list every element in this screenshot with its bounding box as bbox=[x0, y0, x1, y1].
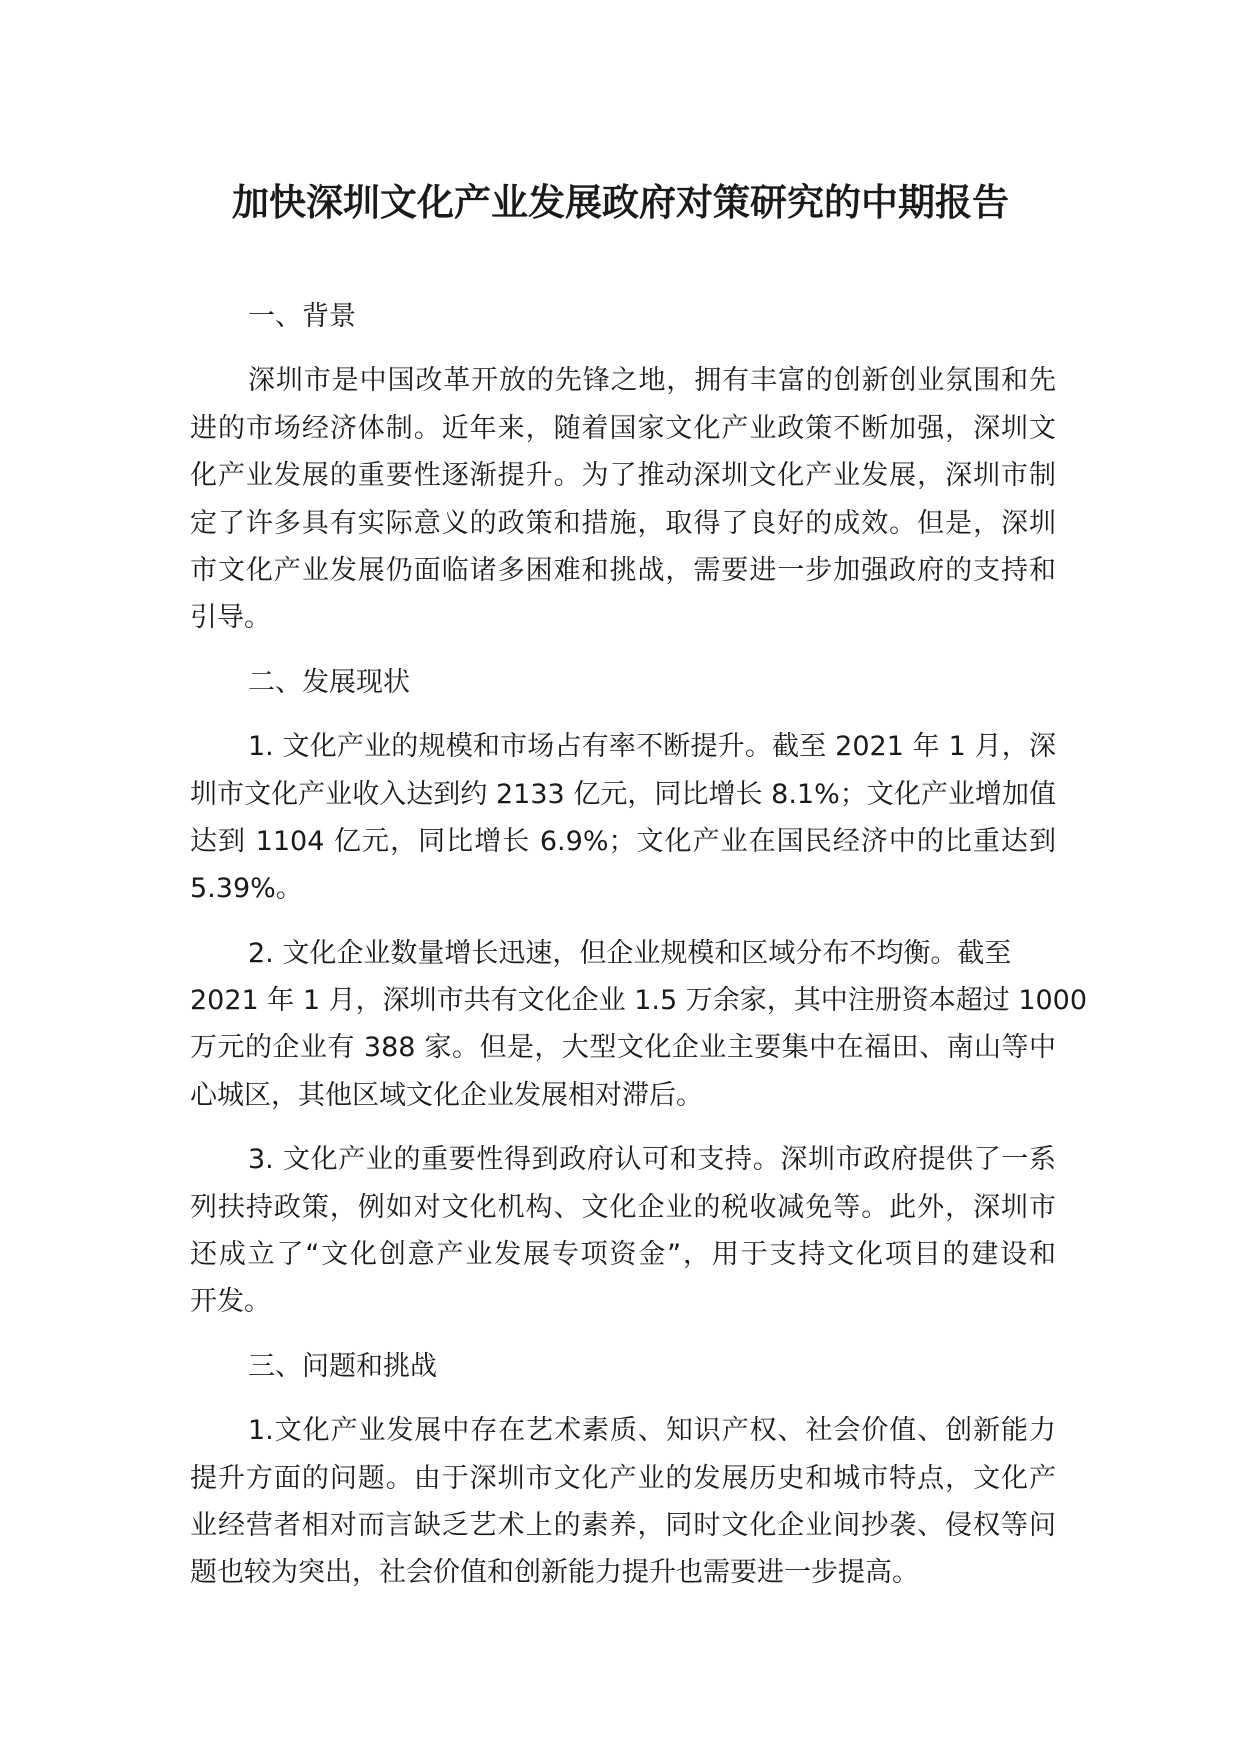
paragraph-line: 深圳市是中国改革开放的先锋之地，拥有丰富的创新创业氛围和先 bbox=[248, 365, 1056, 397]
paragraph-line: 市文化产业发展仍面临诸多困难和挑战，需要进一步加强政府的支持和 bbox=[190, 554, 1056, 586]
paragraph-line: 达到 1104 亿元，同比增长 6.9%；文化产业在国民经济中的比重达到 bbox=[190, 825, 1056, 857]
paragraph-line: 2021 年 1 月，深圳市共有文化企业 1.5 万余家，其中注册资本超过 1000 bbox=[190, 985, 1088, 1017]
paragraph-line: 开发。 bbox=[190, 1286, 271, 1318]
document-title: 加快深圳文化产业发展政府对策研究的中期报告 bbox=[232, 181, 1009, 224]
paragraph-line: 圳市文化产业收入达到约 2133 亿元，同比增长 8.1%；文化产业增加值 bbox=[190, 778, 1056, 810]
paragraph-line: 进的市场经济体制。近年来，随着国家文化产业政策不断加强，深圳文 bbox=[190, 412, 1056, 444]
paragraph-line: 心城区，其他区域文化企业发展相对滞后。 bbox=[190, 1079, 703, 1111]
paragraph-line: 列扶持政策，例如对文化机构、文化企业的税收减免等。此外，深圳市 bbox=[190, 1191, 1056, 1223]
paragraph-line: 引导。 bbox=[190, 602, 271, 634]
paragraph bbox=[190, 723, 1056, 913]
paragraph bbox=[190, 357, 1056, 641]
document-body bbox=[190, 293, 1088, 1614]
section-heading-text: 二、发展现状 bbox=[248, 666, 410, 698]
section-heading bbox=[190, 293, 1056, 340]
paragraph-line: 提升方面的问题。由于深圳市文化产业的发展历史和城市特点，文化产 bbox=[190, 1462, 1056, 1494]
paragraph bbox=[190, 1136, 1056, 1326]
paragraph-line: 1. 文化产业的规模和市场占有率不断提升。截至 2021 年 1 月，深 bbox=[248, 731, 1056, 763]
paragraph bbox=[190, 930, 1088, 1120]
paragraph-line: 定了许多具有实际意义的政策和措施，取得了良好的成效。但是，深圳 bbox=[190, 507, 1056, 539]
paragraph bbox=[190, 1407, 1056, 1597]
paragraph-line: 万元的企业有 388 家。但是，大型文化企业主要集中在福田、南山等中 bbox=[190, 1032, 1056, 1064]
section-heading bbox=[190, 1343, 1056, 1390]
section-heading-text: 三、问题和挑战 bbox=[248, 1350, 437, 1382]
section-heading bbox=[190, 659, 1056, 706]
paragraph-line: 题也较为突出，社会价值和创新能力提升也需要进一步提高。 bbox=[190, 1557, 919, 1589]
paragraph-line: 业经营者相对而言缺乏艺术上的素养，同时文化企业间抄袭、侵权等问 bbox=[190, 1509, 1056, 1541]
paragraph-line: 1.文化产业发展中存在艺术素质、知识产权、社会价值、创新能力 bbox=[248, 1415, 1056, 1447]
paragraph-line: 3. 文化产业的重要性得到政府认可和支持。深圳市政府提供了一系 bbox=[248, 1144, 1056, 1176]
paragraph-line: 2. 文化企业数量增长迅速，但企业规模和区域分布不均衡。截至 bbox=[248, 937, 1012, 969]
paragraph-line: 化产业发展的重要性逐渐提升。为了推动深圳文化产业发展，深圳市制 bbox=[190, 460, 1056, 492]
section-heading-text: 一、背景 bbox=[248, 301, 356, 332]
paragraph-line: 还成立了“文化创意产业发展专项资金”，用于支持文化项目的建设和 bbox=[190, 1239, 1056, 1271]
paragraph-line: 5.39%。 bbox=[190, 873, 303, 905]
